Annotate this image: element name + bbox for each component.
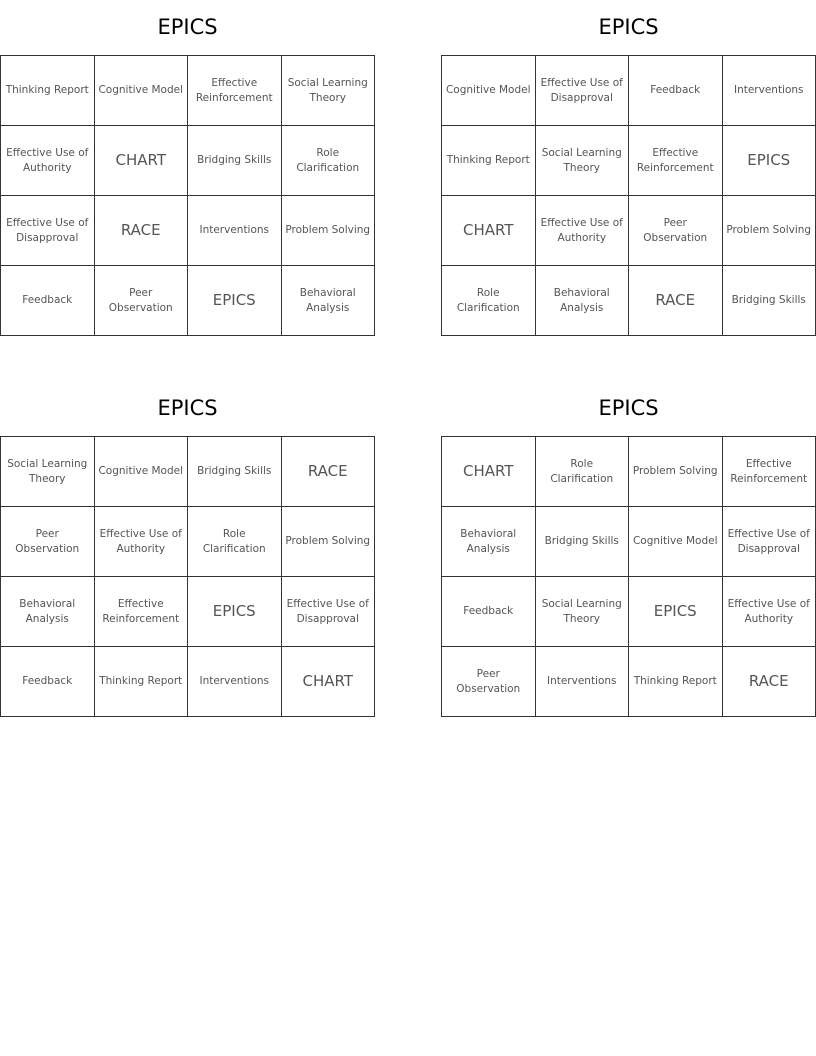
bingo-cell: Behavioral Analysis	[442, 507, 536, 577]
bingo-cell: Peer Observation	[629, 196, 723, 266]
bingo-cell: Interventions	[536, 647, 630, 717]
bingo-cell: Social Learning Theory	[536, 577, 630, 647]
bingo-cell: Social Learning Theory	[1, 437, 95, 507]
bingo-cell: Effective Reinforcement	[188, 56, 282, 126]
card-title: EPICS	[157, 396, 218, 420]
bingo-cell: RACE	[723, 647, 816, 717]
bingo-card-4	[441, 391, 816, 717]
bingo-cell: Effective Reinforcement	[723, 437, 816, 507]
bingo-cell: Role Clarification	[282, 126, 376, 196]
bingo-cell: Bridging Skills	[188, 437, 282, 507]
bingo-cell: Feedback	[1, 647, 95, 717]
bingo-cell: CHART	[442, 196, 536, 266]
bingo-cell: Cognitive Model	[95, 437, 189, 507]
bingo-cell: EPICS	[188, 577, 282, 647]
bingo-cell: Role Clarification	[188, 507, 282, 577]
bingo-cell: RACE	[95, 196, 189, 266]
bingo-cell: Effective Use of Disapproval	[536, 56, 630, 126]
bingo-cell: Problem Solving	[723, 196, 816, 266]
bingo-cell: Effective Reinforcement	[95, 577, 189, 647]
bingo-cell: Social Learning Theory	[282, 56, 376, 126]
bingo-cell: Cognitive Model	[629, 507, 723, 577]
bingo-cell: Cognitive Model	[442, 56, 536, 126]
bingo-cell: CHART	[442, 437, 536, 507]
bingo-cell: Behavioral Analysis	[1, 577, 95, 647]
bingo-cell: Bridging Skills	[723, 266, 816, 336]
bingo-cell: Problem Solving	[282, 196, 376, 266]
bingo-cell: Behavioral Analysis	[536, 266, 630, 336]
bingo-cell: Role Clarification	[442, 266, 536, 336]
bingo-cell: Effective Use of Disapproval	[1, 196, 95, 266]
bingo-grid	[441, 55, 816, 336]
card-title: EPICS	[598, 396, 659, 420]
bingo-cell: Effective Use of Authority	[1, 126, 95, 196]
bingo-cell: Thinking Report	[1, 56, 95, 126]
bingo-cell: Problem Solving	[282, 507, 376, 577]
bingo-cell: Effective Use of Disapproval	[282, 577, 376, 647]
bingo-cell: Effective Use of Disapproval	[723, 507, 816, 577]
bingo-cell: Feedback	[629, 56, 723, 126]
bingo-cell: Role Clarification	[536, 437, 630, 507]
bingo-cell: RACE	[629, 266, 723, 336]
bingo-cell: Thinking Report	[442, 126, 536, 196]
bingo-cell: Social Learning Theory	[536, 126, 630, 196]
bingo-cell: Feedback	[442, 577, 536, 647]
bingo-cell: Peer Observation	[95, 266, 189, 336]
bingo-cell: Interventions	[188, 647, 282, 717]
bingo-cell: Effective Reinforcement	[629, 126, 723, 196]
bingo-card-3	[0, 391, 375, 717]
bingo-cell: RACE	[282, 437, 376, 507]
bingo-cell: Effective Use of Authority	[95, 507, 189, 577]
bingo-cell: Effective Use of Authority	[536, 196, 630, 266]
bingo-card-1	[0, 10, 375, 336]
bingo-card-2	[441, 10, 816, 336]
bingo-cell: Cognitive Model	[95, 56, 189, 126]
bingo-cell: EPICS	[188, 266, 282, 336]
card-title: EPICS	[598, 15, 659, 39]
bingo-cell: EPICS	[723, 126, 816, 196]
bingo-cell: EPICS	[629, 577, 723, 647]
card-title: EPICS	[157, 15, 218, 39]
bingo-cell: Feedback	[1, 266, 95, 336]
bingo-grid	[0, 55, 375, 336]
bingo-cell: Behavioral Analysis	[282, 266, 376, 336]
bingo-grid	[0, 436, 375, 717]
bingo-cell: Bridging Skills	[536, 507, 630, 577]
bingo-cell: CHART	[282, 647, 376, 717]
bingo-grid	[441, 436, 816, 717]
bingo-cell: Interventions	[188, 196, 282, 266]
bingo-cell: Interventions	[723, 56, 816, 126]
bingo-cell: Thinking Report	[95, 647, 189, 717]
bingo-cell: Peer Observation	[1, 507, 95, 577]
bingo-cell: Thinking Report	[629, 647, 723, 717]
bingo-cell: Peer Observation	[442, 647, 536, 717]
bingo-cell: Effective Use of Authority	[723, 577, 816, 647]
bingo-cell: Problem Solving	[629, 437, 723, 507]
bingo-cell: CHART	[95, 126, 189, 196]
bingo-cell: Bridging Skills	[188, 126, 282, 196]
